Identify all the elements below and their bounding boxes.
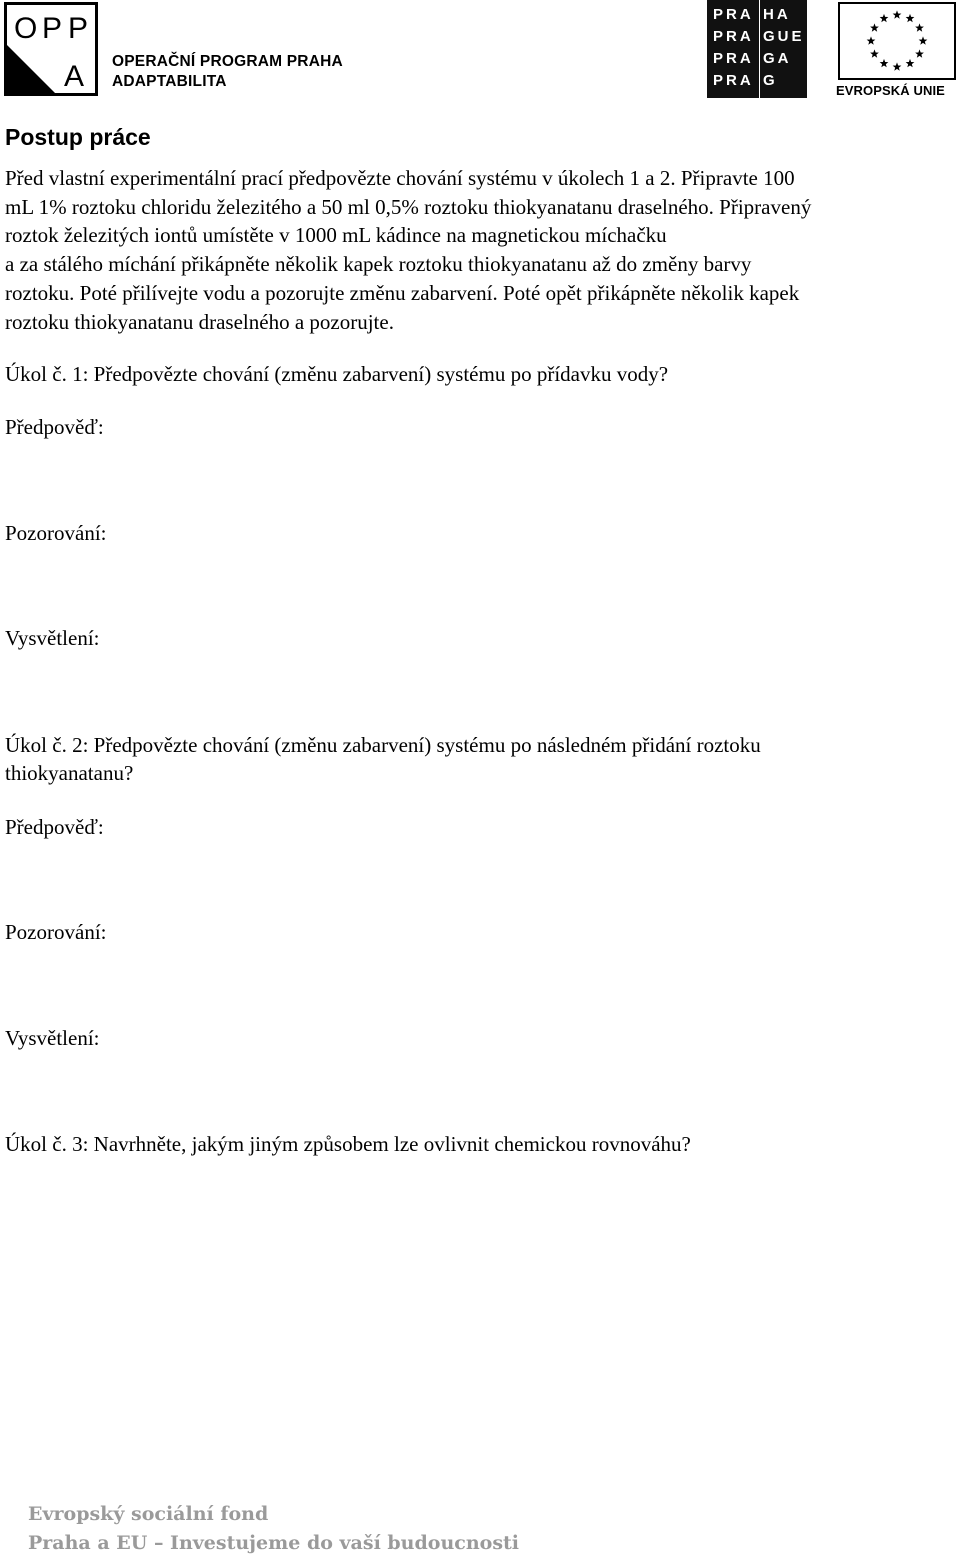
task1-observation-label: Pozorování: [5,521,107,545]
praha-logo-cell: PRA [713,28,754,45]
eu-star-icon [915,23,924,31]
praha-logo-cell: HA [763,6,791,23]
eu-flag-icon [838,2,956,80]
eu-star-icon [919,36,928,44]
task2-question-line2: thiokyanatanu? [5,761,134,785]
page-title: Postup práce [5,124,151,150]
oppa-letter-a: A [64,60,85,93]
intro-line: mL 1% roztoku chloridu železitého a 50 ml 0,5% roztoku thiokyanatanu draselného. Připravený [5,194,812,219]
task2-explanation-label: Vysvětlení: [5,1026,100,1050]
oppa-letter-p1: P [42,12,63,45]
eu-star-icon [893,62,902,70]
task2-observation-label: Pozorování: [5,920,107,944]
eu-star-icon [870,23,879,31]
task1-explanation-label: Vysvětlení: [5,626,100,650]
praha-logo-cell: G [763,72,778,89]
praha-logo-cell: PRA [713,50,754,67]
page-header [0,0,960,104]
praha-logo-right-column [763,4,805,92]
eu-stars-icon [840,4,954,78]
eu-star-icon [915,49,924,57]
footer-line2: Praha a EU – Investujeme do vaší budoucnosti [28,1532,520,1554]
task3-question: Úkol č. 3: Navrhněte, jakým jiným způsobem lze ovlivnit chemickou rovnováhu? [5,1132,691,1156]
eu-logo [836,2,958,100]
eu-star-icon [906,14,915,22]
oppa-logo-line2: ADAPTABILITA [112,73,227,90]
intro-line: roztoku thiokyanatanu draselného a pozorujte. [5,309,394,334]
oppa-logo-line1: OPERAČNÍ PROGRAM PRAHA [112,53,343,70]
oppa-logo-mark [4,2,98,96]
footer-line1: Evropský sociální fond [28,1503,269,1525]
eu-star-icon [893,10,902,18]
intro-line: a za stálého míchání přikápněte několik kapek roztoku thiokyanatanu až do změny barvy [5,252,752,277]
page-footer [28,1500,519,1558]
task1-prediction-label: Předpověď: [5,415,104,439]
intro-line: Před vlastní experimentální prací předpovězte chování systému v úkolech 1 a 2. Připravte 100 [5,166,795,190]
praha-logo-divider [759,0,760,98]
praha-logo-left-column [713,4,757,92]
task2-prediction-label: Předpověď: [5,815,104,839]
eu-star-icon [867,36,876,44]
oppa-logo [4,2,344,98]
eu-star-icon [880,14,889,22]
praha-logo [707,0,807,98]
eu-star-icon [870,49,879,57]
eu-star-icon [906,59,915,67]
praha-logo-cell: GA [763,50,792,67]
praha-logo-cell: PRA [713,72,754,89]
oppa-letter-o: O [14,12,38,45]
task1-question: Úkol č. 1: Předpovězte chování (změnu zabarvení) systému po přídavku vody? [5,362,669,386]
intro-line: roztoku. Poté přilívejte vodu a pozorujte změnu zabarvení. Poté opět přikápněte několik kapek [5,280,800,305]
oppa-letter-p2: P [68,12,89,45]
intro-paragraph [5,164,811,336]
eu-logo-text: EVROPSKÁ UNIE [836,83,945,98]
eu-star-icon [880,59,889,67]
praha-logo-cell: GUE [763,28,805,45]
oppa-logo-text [112,52,343,92]
intro-line: roztok železitých iontů umístěte v 1000 mL kádince na magnetickou míchačku [5,223,667,248]
task2-question-line1: Úkol č. 2: Předpovězte chování (změnu zabarvení) systému po následném přidání roztoku [5,733,761,757]
praha-logo-cell: PRA [713,6,754,23]
